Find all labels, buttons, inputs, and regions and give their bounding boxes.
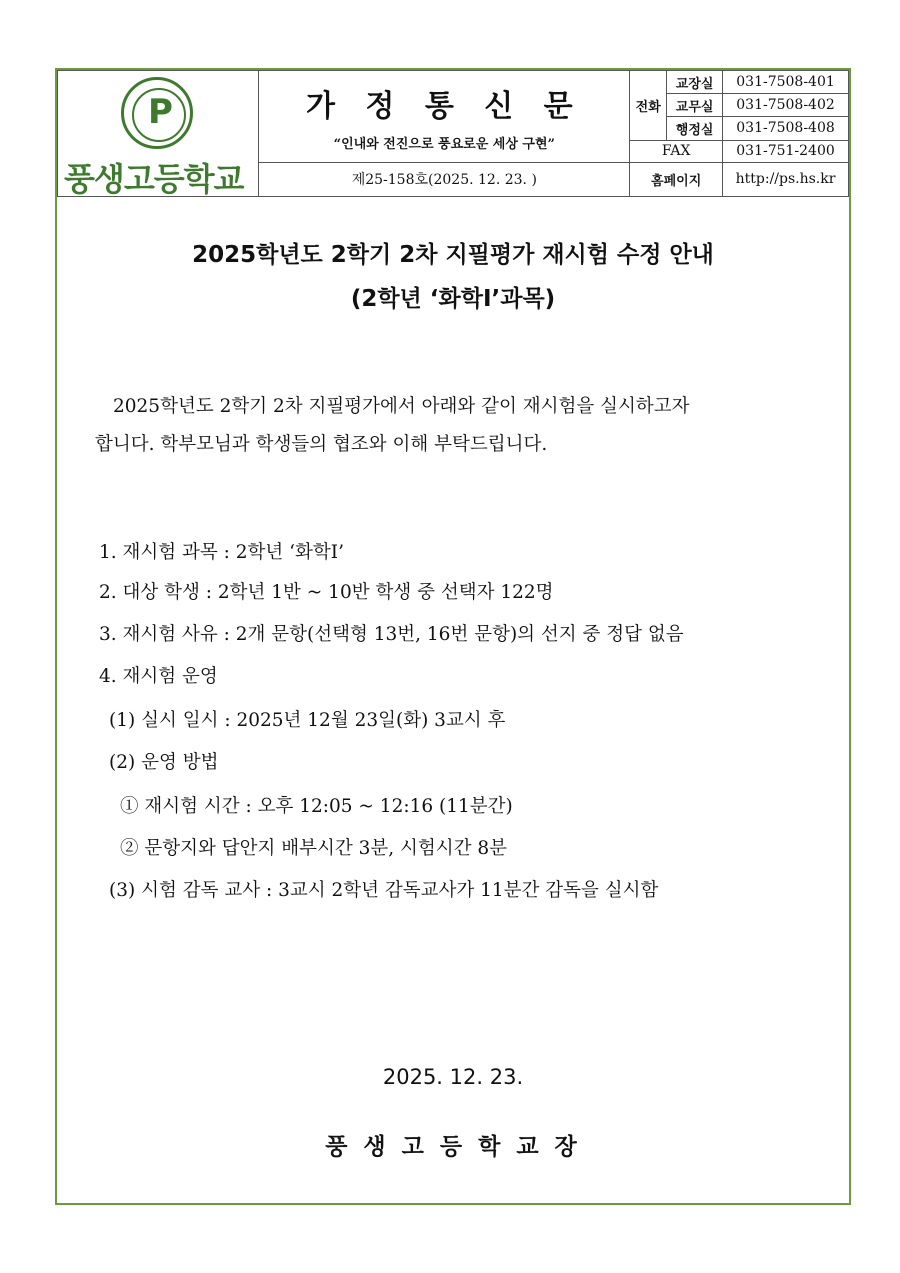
fax-label: FAX (630, 140, 723, 162)
item-1: 1. 재시험 과목 : 2학년 ‘화학Ⅰ’ (99, 542, 344, 563)
item-2: 2. 대상 학생 : 2학년 1반 ~ 10반 학생 중 선택자 122명 (99, 582, 554, 603)
contact-label: 행정실 (667, 117, 723, 140)
signer: 풍 생 고 등 학 교 장 (325, 1134, 581, 1160)
intro-line1: 2025학년도 2학기 2차 지필평가에서 아래와 같이 재시험을 실시하고자 (113, 396, 690, 417)
item-4: 4. 재시험 운영 (99, 666, 218, 687)
phone-label: 전화 (630, 71, 667, 141)
contact-value: 031-7508-402 (723, 94, 849, 117)
homepage-label: 홈페이지 (630, 162, 723, 196)
issue-date: 2025. 12. 23. (382, 1065, 524, 1089)
title-cell (259, 71, 630, 163)
motto: “인내와 전진으로 풍요로운 세상 구현” (333, 136, 556, 152)
sub-item-2b: ② 문항지와 답안지 배부시간 3분, 시험시간 8분 (120, 838, 508, 859)
sub-item-2a: ① 재시험 시간 : 오후 12:05 ~ 12:16 (11분간) (120, 796, 513, 817)
homepage-link[interactable]: http://ps.hs.kr (723, 162, 849, 196)
intro-line2: 합니다. 학부모님과 학생들의 협조와 이해 부탁드립니다. (95, 434, 548, 455)
contact-value: 031-7508-401 (723, 71, 849, 94)
contact-value: 031-7508-408 (723, 117, 849, 140)
document-frame (55, 68, 851, 1205)
school-name: 풍생고등학교 (64, 160, 244, 198)
doc-title-line2: (2학년 ‘화학Ⅰ’과목) (350, 286, 556, 312)
letterhead-table (57, 70, 849, 197)
fax-value: 031-751-2400 (723, 140, 849, 162)
newsletter-title: 가 정 통 신 문 (305, 88, 583, 124)
item-3: 3. 재시험 사유 : 2개 문항(선택형 13번, 16번 문항)의 선지 중 정답 없음 (99, 624, 684, 645)
issue-number: 제25-158호(2025. 12. 23. ) (259, 162, 630, 196)
sub-item-3: (3) 시험 감독 교사 : 3교시 2학년 감독교사가 11분간 감독을 실시함 (109, 880, 659, 901)
sub-item-1: (1) 실시 일시 : 2025년 12월 23일(화) 3교시 후 (109, 710, 506, 731)
sub-item-2: (2) 운영 방법 (109, 752, 219, 773)
contact-label: 교무실 (667, 94, 723, 117)
contact-label: 교장실 (667, 71, 723, 94)
school-seal-icon: P (121, 77, 193, 149)
school-logo (58, 71, 259, 197)
doc-title-line1: 2025학년도 2학기 2차 지필평가 재시험 수정 안내 (192, 242, 714, 268)
